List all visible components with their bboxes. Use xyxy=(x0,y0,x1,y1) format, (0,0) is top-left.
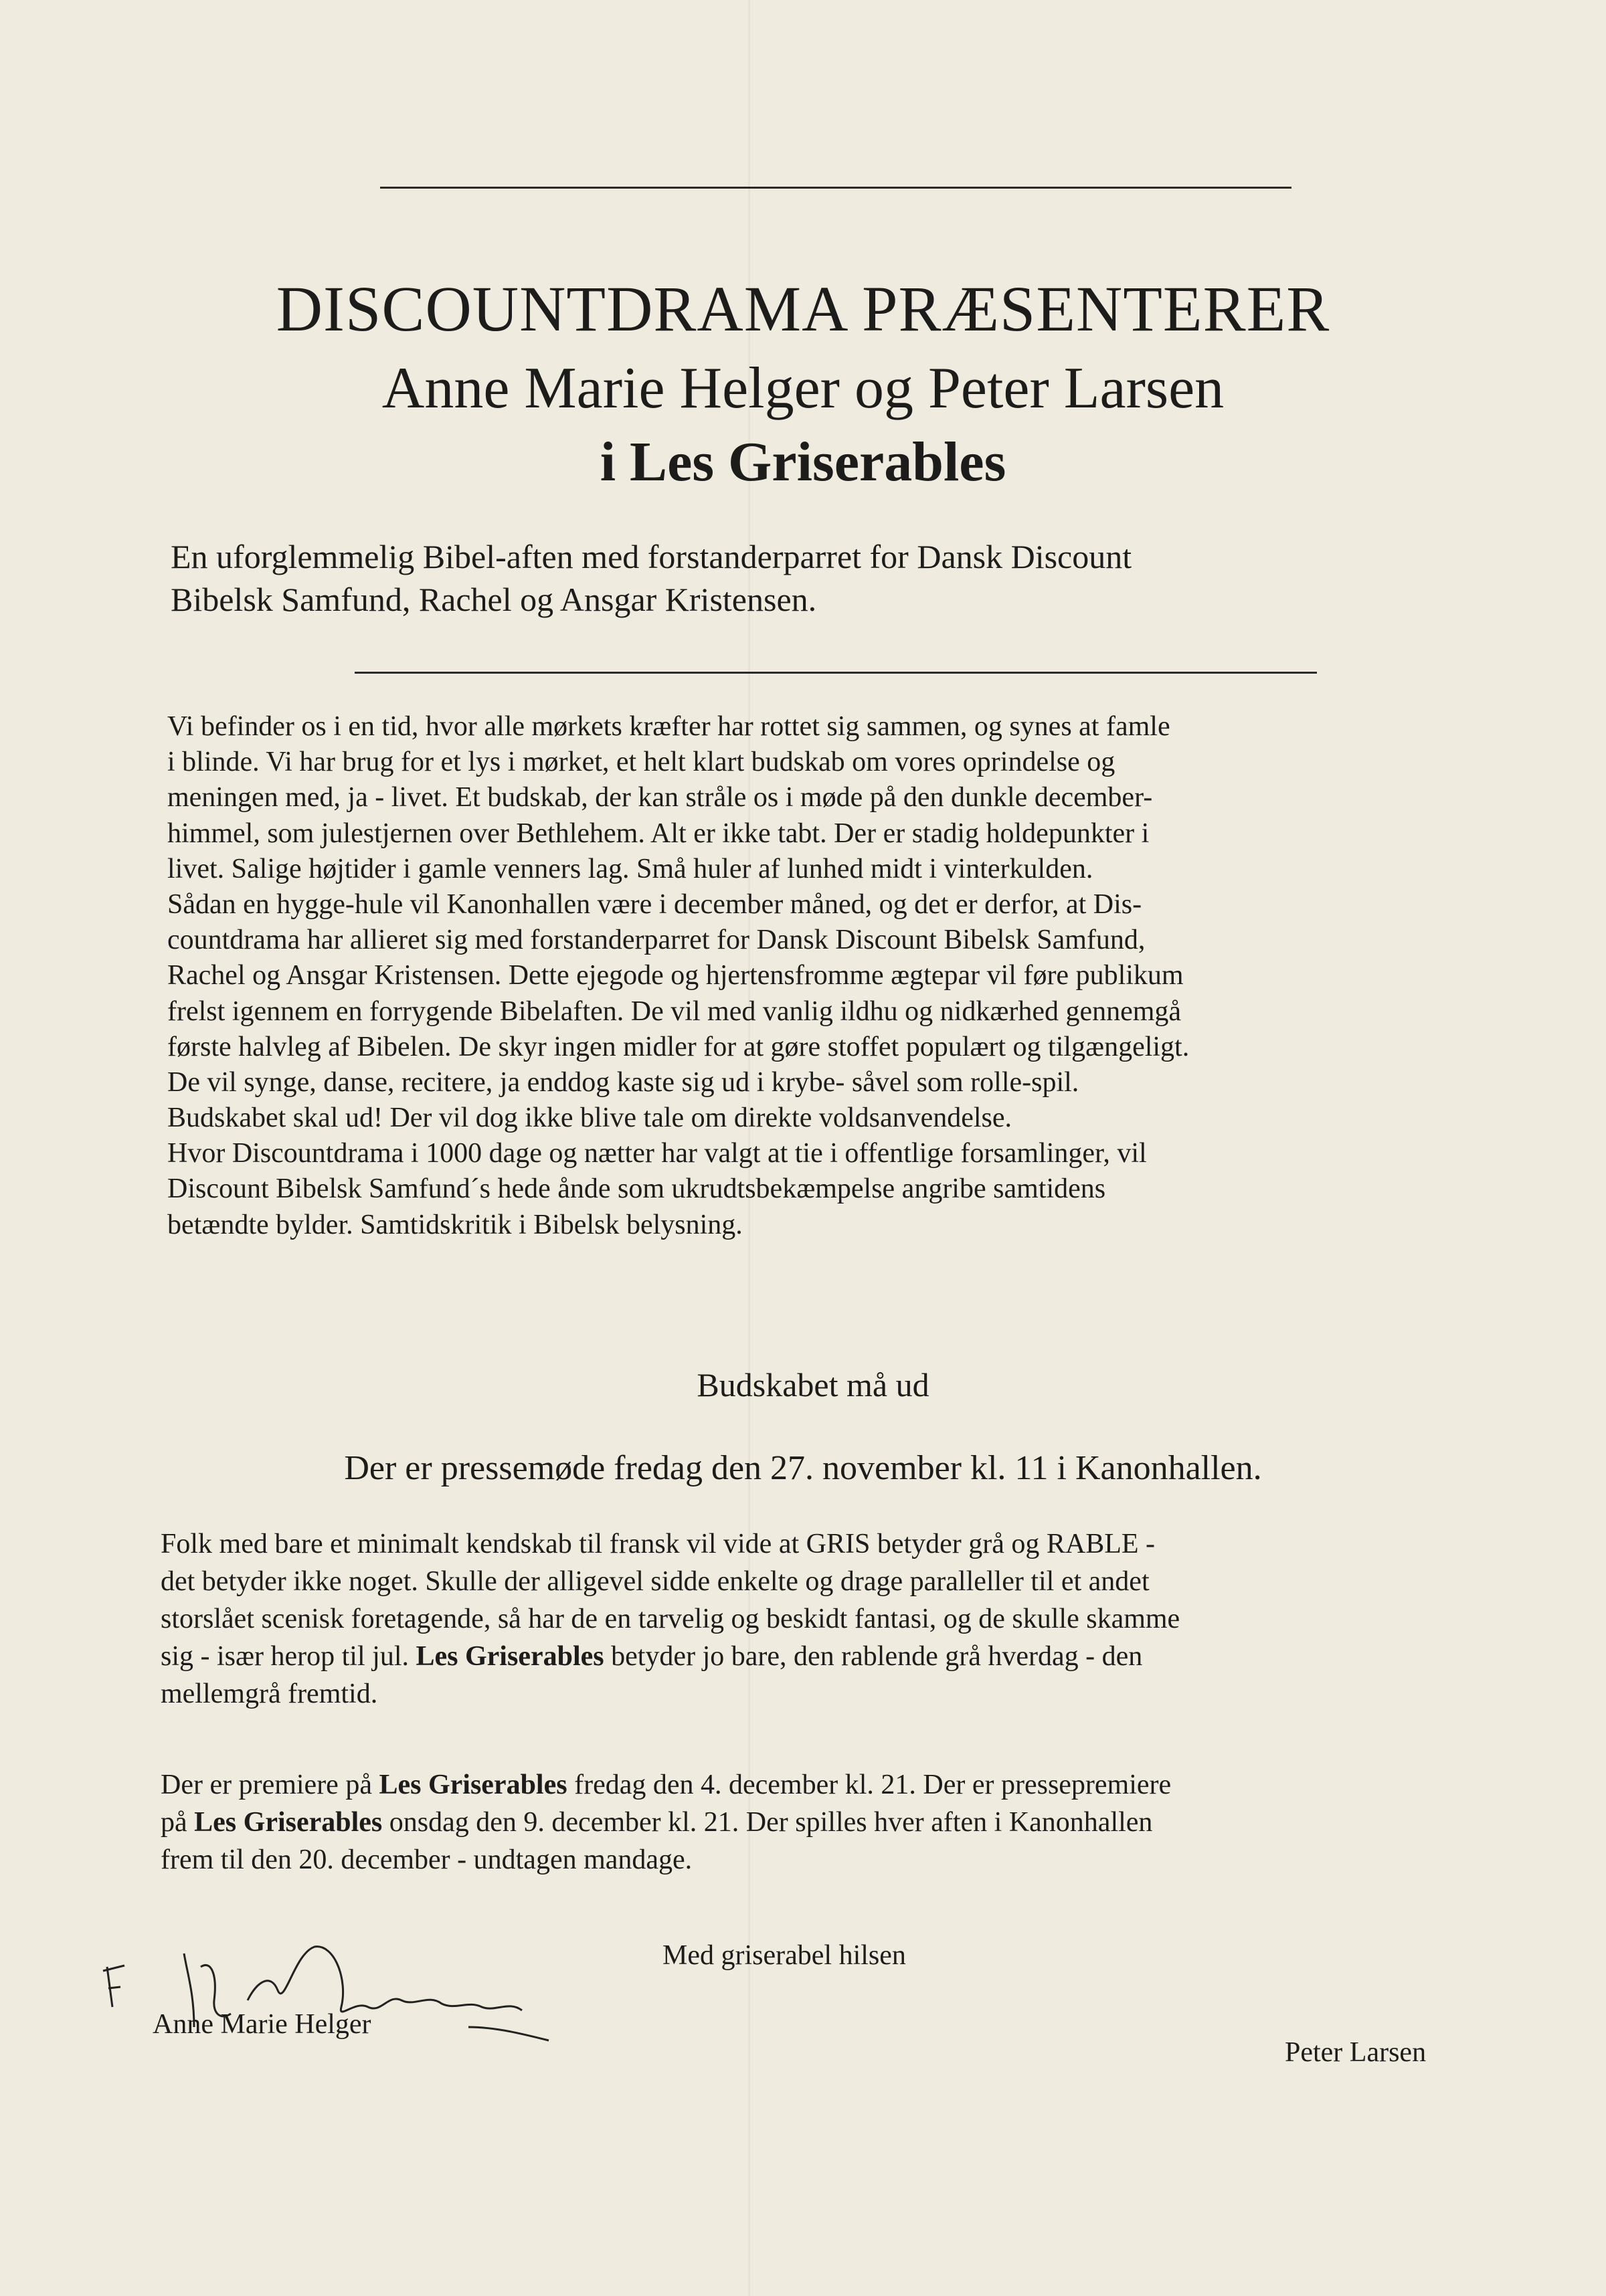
paragraph-line: Folk med bare et minimalt kendskab til fransk vil vide at GRIS betyder grå og RABLE - xyxy=(161,1529,1156,1559)
middle-divider xyxy=(355,672,1317,674)
body-line: Sådan en hygge-hule vil Kanonhallen være i december måned, og det er derfor, at Dis- xyxy=(167,888,1142,920)
paragraph-line: det betyder ikke noget. Skulle der alligevel sidde enkelte og drage paralleller til et andet xyxy=(161,1566,1150,1597)
press-meeting-notice: Der er pressemøde fredag den 27. november kl. 11 i Kanonhallen. xyxy=(344,1449,1262,1487)
signer-peter-larsen: Peter Larsen xyxy=(1285,2037,1427,2068)
text-segment: betyder jo bare, den rablende grå hverdag - den xyxy=(604,1641,1143,1672)
body-line: himmel, som julestjernen over Bethlehem. Alt er ikke tabt. Der er stadig holdepunkter i xyxy=(167,818,1150,849)
paragraph-line: storslået scenisk foretagende, så har de en tarvelig og beskidt fantasi, og de skulle skamme xyxy=(161,1604,1180,1634)
show-title: i Les Griserables xyxy=(600,431,1006,493)
text-segment: onsdag den 9. december kl. 21. Der spilles hver aften i Kanonhallen xyxy=(382,1807,1153,1838)
body-line: betændte bylder. Samtidskritik i Bibelsk belysning. xyxy=(167,1209,743,1240)
paragraph-line: mellemgrå fremtid. xyxy=(161,1679,378,1709)
intro-text xyxy=(171,535,1476,621)
gris-rable-paragraph xyxy=(161,1525,1492,1713)
body-paragraph xyxy=(167,709,1492,1243)
body-line: frelst igennem en forrygende Bibelaften. De vil med vanlig ildhu og nidkærhed gennemgå xyxy=(167,995,1182,1027)
body-line: livet. Salige højtider i gamle venners lag. Små huler af lunhed midt i vinterkulden. xyxy=(167,853,1093,884)
show-name-bold: Les Griserables xyxy=(416,1641,604,1672)
performers-subtitle: Anne Marie Helger og Peter Larsen xyxy=(381,356,1225,421)
body-line: Vi befinder os i en tid, hvor alle mørkets kræfter har rottet sig sammen, og synes at famle xyxy=(167,711,1170,742)
body-line: meningen med, ja - livet. Et budskab, der kan stråle os i møde på den dunkle december- xyxy=(167,782,1153,814)
body-line: Rachel og Ansgar Kristensen. Dette ejegode og hjertensfromme ægtepar vil føre publikum xyxy=(167,960,1184,991)
slogan: Budskabet må ud xyxy=(697,1366,929,1404)
show-name-bold: Les Griserables xyxy=(194,1807,383,1838)
intro-line: En uforglemmelig Bibel-aften med forstanderparret for Dansk Discount xyxy=(171,538,1132,575)
paragraph-line xyxy=(161,1766,1492,1804)
text-segment: Der er premiere på xyxy=(161,1769,379,1800)
signer-anne-marie-helger: Anne Marie Helger xyxy=(153,2009,371,2040)
closing-greeting: Med griserabel hilsen xyxy=(662,1940,906,1971)
body-line: i blinde. Vi har brug for et lys i mørket, et helt klart budskab om vores oprindelse og xyxy=(167,747,1116,778)
paragraph-line: frem til den 20. december - undtagen mandage. xyxy=(161,1844,693,1875)
body-line: Hvor Discountdrama i 1000 dage og nætter har valgt at tie i offentlige forsamlinger, vil xyxy=(167,1138,1147,1169)
body-line: countdrama har allieret sig med forstanderparret for Dansk Discount Bibelsk Samfund, xyxy=(167,925,1146,956)
premiere-paragraph xyxy=(161,1766,1492,1879)
text-segment: sig - især herop til jul. xyxy=(161,1641,416,1672)
body-line: Discount Bibelsk Samfund´s hede ånde som ukrudtsbekæmpelse angribe samtidens xyxy=(167,1173,1106,1205)
paragraph-line xyxy=(161,1804,1492,1841)
body-line: De vil synge, danse, recitere, ja enddog kaste sig ud i krybe- såvel som rolle-spil. xyxy=(167,1066,1079,1098)
body-line: første halvleg af Bibelen. De skyr ingen midler for at gøre stoffet populært og tilgængeligt. xyxy=(167,1031,1190,1062)
show-name-bold: Les Griserables xyxy=(379,1769,567,1800)
intro-line: Bibelsk Samfund, Rachel og Ansgar Kristensen. xyxy=(171,581,817,618)
text-segment: på xyxy=(161,1807,195,1838)
text-segment: fredag den 4. december kl. 21. Der er pressepremiere xyxy=(567,1769,1172,1800)
top-divider xyxy=(380,187,1291,189)
body-line: Budskabet skal ud! Der vil dog ikke blive tale om direkte voldsanvendelse. xyxy=(167,1103,1012,1134)
page-title: DISCOUNTDRAMA PRÆSENTERER xyxy=(276,273,1330,345)
paragraph-line xyxy=(161,1638,1492,1675)
